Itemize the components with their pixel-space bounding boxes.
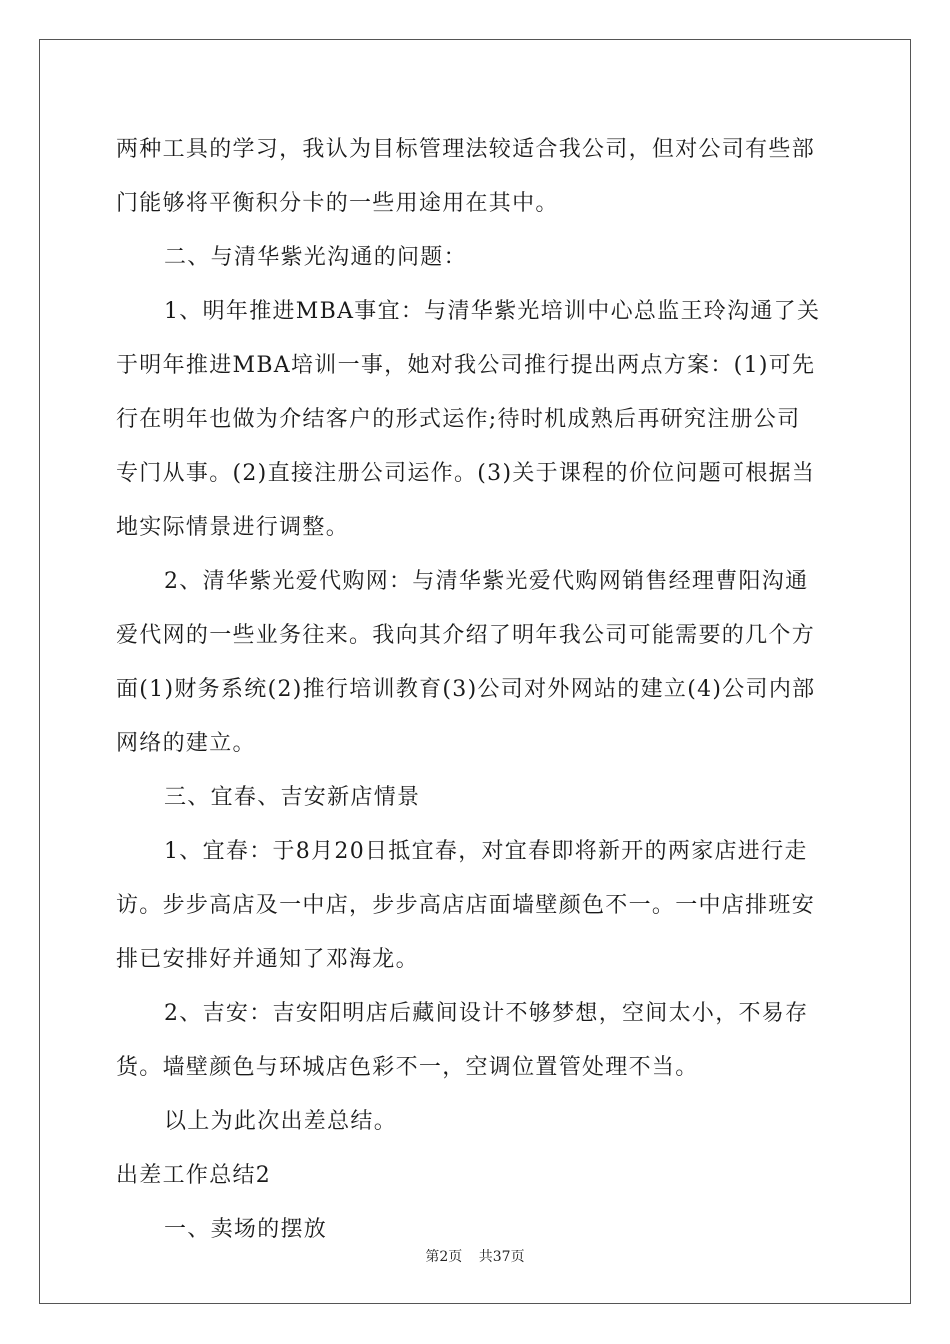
section-heading: 三、宜春、吉安新店情景	[164, 785, 421, 810]
text-line: 两种工具的学习，我认为目标管理法较适合我公司，但对公司有些部	[116, 137, 816, 162]
text-line: 行在明年也做为介结客户的形式运作;待时机成熟后再研究注册公司	[116, 407, 801, 432]
page-total: 共37页	[478, 1249, 525, 1265]
text-line: 专门从事。(2)直接注册公司运作。(3)关于课程的价位问题可根据当	[116, 461, 816, 486]
page-footer	[0, 1246, 950, 1266]
text-line: 于明年推进MBA培训一事，她对我公司推行提出两点方案：(1)可先	[116, 353, 816, 378]
text-line: 排已安排好并通知了邓海龙。	[116, 947, 419, 972]
text-line: 以上为此次出差总结。	[164, 1109, 398, 1134]
text-line: 地实际情景进行调整。	[116, 515, 350, 540]
text-line: 爱代网的一些业务往来。我向其介绍了明年我公司可能需要的几个方	[116, 623, 816, 648]
page-number: 第2页	[425, 1249, 463, 1265]
text-line: 货。墙壁颜色与环城店色彩不一，空调位置管处理不当。	[116, 1055, 699, 1080]
text-line: 1、宜春：于8月20日抵宜春，对宜春即将新开的两家店进行走	[164, 839, 808, 864]
section-heading: 二、与清华紫光沟通的问题：	[164, 245, 467, 270]
text-line: 访。步步高店及一中店，步步高店店面墙壁颜色不一。一中店排班安	[116, 893, 816, 918]
text-line: 面(1)财务系统(2)推行培训教育(3)公司对外网站的建立(4)公司内部	[116, 677, 816, 702]
text-line: 门能够将平衡积分卡的一些用途用在其中。	[116, 191, 559, 216]
text-line: 1、明年推进MBA事宜：与清华紫光培训中心总监王玲沟通了关	[164, 299, 821, 324]
text-line: 网络的建立。	[116, 731, 256, 756]
document-title: 出差工作总结2	[116, 1163, 272, 1188]
document-body	[116, 128, 836, 1262]
text-line: 2、清华紫光爱代购网：与清华紫光爱代购网销售经理曹阳沟通	[164, 569, 809, 594]
text-line: 2、吉安：吉安阳明店后藏间设计不够梦想，空间太小，不易存	[164, 1001, 809, 1026]
section-heading: 一、卖场的摆放	[164, 1217, 328, 1242]
